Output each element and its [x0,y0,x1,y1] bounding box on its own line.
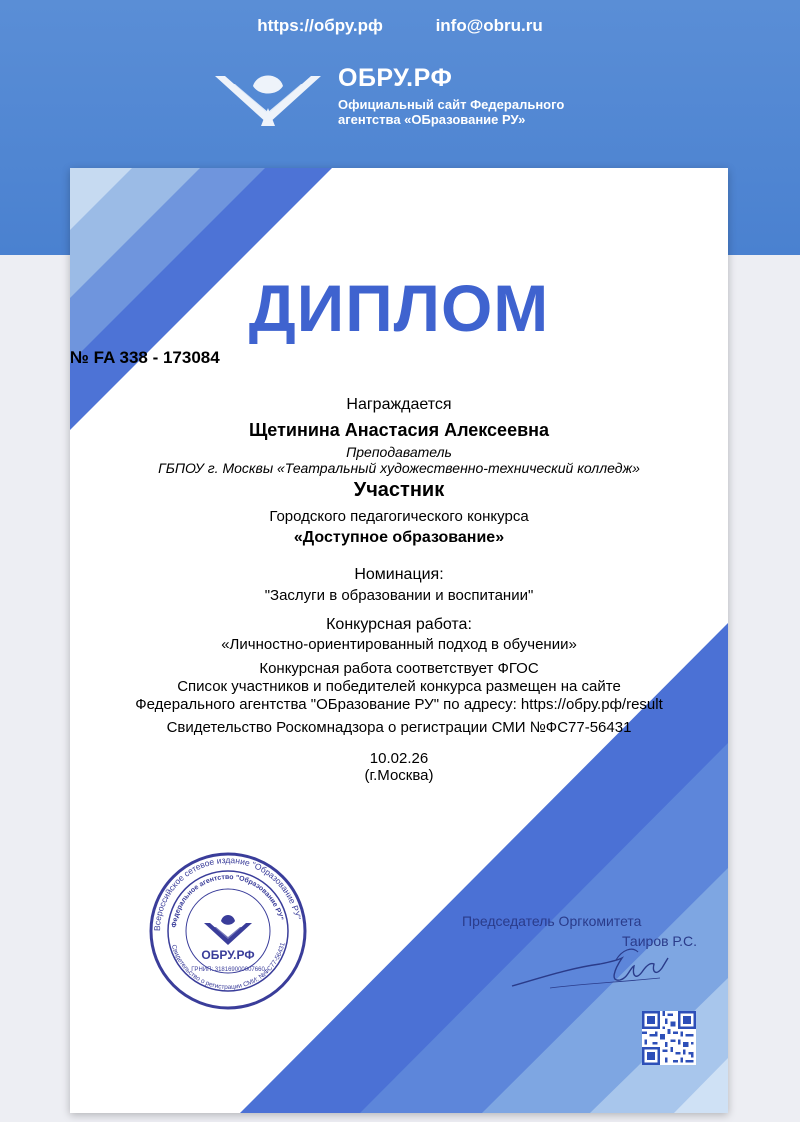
qr-code-icon[interactable] [642,1011,696,1065]
seal-center-text: ОБРУ.РФ [201,948,255,962]
seal-bottom-text: Свидетельство о регистрации СМИ: №ФС77-56431 [169,941,287,992]
logo-title: ОБРУ.РФ [338,64,453,92]
work-label: Конкурсная работа: [326,616,472,633]
list-line-2: Федерального агентства "ОБразование РУ" по адресу: https://обру.рф/result [135,696,663,713]
handwritten-signature [510,938,670,998]
nomination-label: Номинация: [354,566,444,583]
nomination-value: "Заслуги в образовании и воспитании" [264,587,534,604]
work-title: «Личностно-ориентированный подход в обучении» [221,636,577,653]
diploma-date: 10.02.26 [369,750,429,767]
fgos-line: Конкурсная работа соответствует ФГОС [259,660,539,677]
seal-ogrn-text: ГРНИП: 318169000007660 [191,967,265,973]
diploma-city: (г.Москва) [364,767,434,784]
seal-emblem-icon [204,915,252,945]
header-links [0,16,800,36]
contest-name: «Доступное образование» [293,529,505,546]
logo-subtitle-line2: агентства «ОБразование РУ» [338,112,526,127]
recipient-name: Щетинина Анастасия Алексеевна [248,420,550,440]
signature-name: Таиров Р.С. [622,933,698,949]
list-line-1: Список участников и победителей конкурса размещен на сайте [177,678,621,695]
seal-outer-text: Всероссийское сетевое издание "Образование РУ" [151,854,304,932]
logo-subtitle [338,97,564,127]
site-link[interactable]: https://обру.рф [257,16,383,35]
logo-subtitle-line1: Официальный сайт Федерального [338,97,565,112]
awarded-label: Награждается [346,396,452,413]
diploma-number: № FA 338 - 173084 [70,348,220,367]
eagle-book-icon [213,62,323,132]
diploma-sheet [70,168,728,1113]
registration-line: Свидетельство Роскомнадзора о регистрации СМИ №ФС77-56431 [166,719,632,736]
award-status: Участник [353,479,445,501]
contest-line: Городского педагогического конкурса [269,508,529,525]
signature-title: Председатель Оргкомитета [462,913,642,929]
site-logo[interactable] [213,62,613,132]
recipient-organization: ГБПОУ г. Москвы «Театральный художественно-технический колледж» [158,460,640,476]
seal-inner-text: Федеральное агентство "Образование РУ" [171,873,284,929]
email-link[interactable]: info@obru.ru [435,16,543,35]
official-seal [148,851,308,1011]
diploma-title: ДИПЛОМ [248,271,550,345]
recipient-position: Преподаватель [346,444,452,460]
